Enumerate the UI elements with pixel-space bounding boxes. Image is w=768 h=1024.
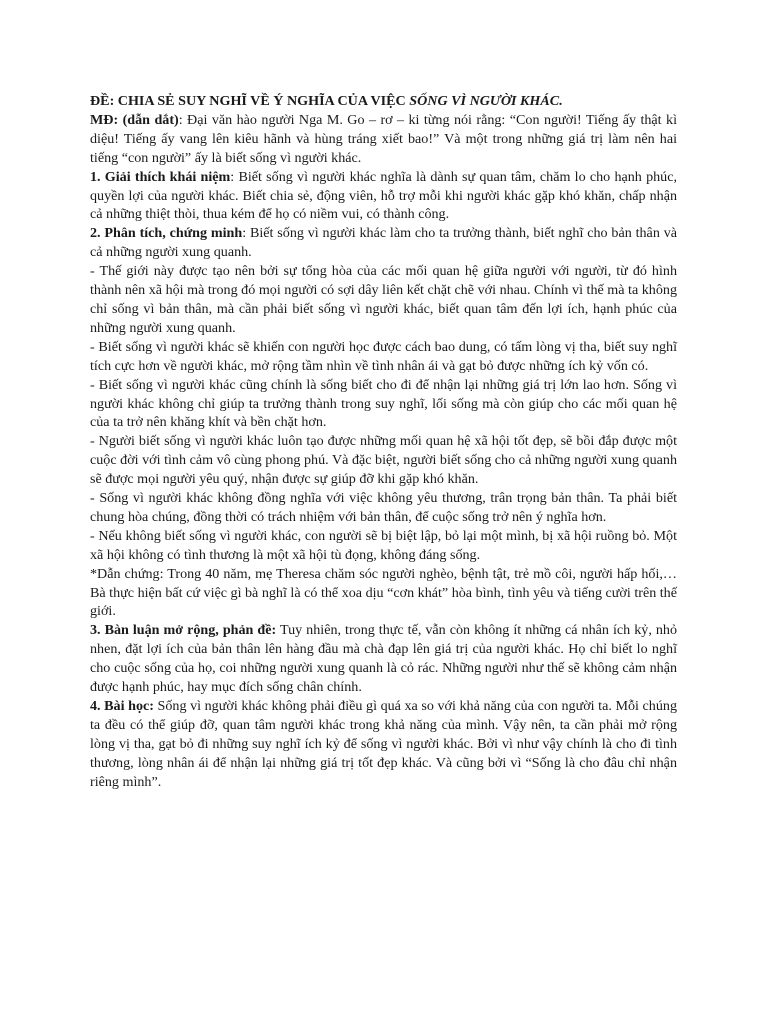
section-1-label: 1. Giải thích khái niệm [90, 168, 231, 185]
section-1-text: : Biết sống vì người khác nghĩa là dành sự quan tâm, chăm lo cho hạnh phúc, quyền lợi của người khác. Biết chia sẻ, động viên, hỗ trợ mỗi khi người khác gặp khó khăn, chấp nhận cả những thiệt thòi, thua kém để họ có niềm vui, có thành công. [90, 168, 677, 223]
section-3-paragraph [90, 621, 677, 697]
section-2-paragraph [90, 224, 677, 262]
section-2-bullet: - Nếu không biết sống vì người khác, con người sẽ bị biệt lập, bỏ lại một mình, bị xã hội ruồng bỏ. Một xã hội không có tình thương là một xã hội tù đọng, không đáng sống. [90, 527, 677, 563]
section-4-paragraph [90, 697, 677, 792]
section-2-label: 2. Phân tích, chứng minh [90, 225, 243, 242]
section-2-bullet: - Sống vì người khác không đồng nghĩa với việc không yêu thương, trân trọng bản thân. Ta phải biết chung hòa chúng, đồng thời có trách nhiệm với bản thân, để cuộc sống trở nên ý nghĩa hơn. [90, 490, 677, 525]
intro-text: : Đại văn hào người Nga M. Go – rơ – ki từng nói rằng: “Con người! Tiếng ấy thật kì diệu! Tiếng ấy vang lên kiêu hãnh và hùng tráng xiết bao!” Và một trong những giá trị làm nên hai tiếng “con người” ấy là biết sống vì người khác. [90, 111, 677, 166]
section-2-evidence: *Dẫn chứng: Trong 40 năm, mẹ Theresa chăm sóc người nghèo, bệnh tật, trẻ mồ côi, người hấp hối,… Bà thực hiện bất cứ việc gì bà nghĩ là có thể xoa dịu “cơn khát” hòa bình, tình yêu và tiếng cười trên thế giới. [90, 565, 677, 620]
section-1-paragraph [90, 168, 677, 225]
section-3-text: Tuy nhiên, trong thực tế, vẫn còn không ít những cá nhân ích kỷ, nhỏ nhen, đặt lợi ích của bản thân lên hàng đầu mà chà đạp lên giá trị của người khác. Họ chỉ biết lo nghĩ cho cuộc sống của họ, coi những người xung quanh là cỏ rác. Những người như thế sẽ không cảm nhận được hạnh phúc, hay mục đích sống chân chính. [90, 622, 677, 696]
essay-title [90, 92, 677, 111]
intro-label: MĐ: (dẫn dắt) [90, 111, 179, 128]
title-prefix: ĐỀ: CHIA SẺ SUY NGHĨ VỀ Ý NGHĨA CỦA VIỆC [90, 93, 410, 109]
section-2-bullet: - Biết sống vì người khác sẽ khiến con người học được cách bao dung, có tấm lòng vị tha, biết suy nghĩ tích cực hơn về người khác, mở rộng tầm nhìn về tình nhân ái và gạt bỏ được những ích kỷ vốn có. [90, 338, 677, 374]
section-2-text: : Biết sống vì người khác làm cho ta trưởng thành, biết nghĩ cho bản thân và cả những người xung quanh. [90, 225, 677, 261]
section-3-label: 3. Bàn luận mở rộng, phản đề: [90, 622, 277, 639]
intro-paragraph [90, 111, 677, 168]
section-2-bullet: - Người biết sống vì người khác luôn tạo được những mối quan hệ xã hội tốt đẹp, sẽ bồi đắp được một cuộc đời với tình cảm vô cùng phong phú. Và đặc biệt, người biết sống cho cả những người xung quanh sẽ được mọi người yêu quý, nhận được sự giúp đỡ khi gặp khó khăn. [90, 433, 677, 488]
title-emphasis: SỐNG VÌ NGƯỜI KHÁC. [409, 93, 563, 109]
section-4-label: 4. Bài học: [90, 698, 154, 714]
document-page [90, 92, 677, 792]
section-4-text: Sống vì người khác không phải điều gì quá xa so với khả năng của con người ta. Mỗi chúng ta đều có thể giúp đỡ, quan tâm người khác trong khả năng của mình. Vậy nên, ta cần phải mở rộng lòng vị tha, gạt bỏ đi những suy nghĩ ích kỷ để sống vì người khác. Bởi vì như vậy chính là cho đi tình thương, lòng nhân ái để nhận lại những giá trị tốt đẹp khác. Và cũng bởi vì “Sống là cho đâu chỉ nhận riêng mình”. [90, 698, 677, 790]
section-2-bullet: - Thế giới này được tạo nên bởi sự tổng hòa của các mối quan hệ giữa người với người, từ đó hình thành nên xã hội mà trong đó mọi người có sợi dây liên kết chặt chẽ với nhau. Chính vì thế mà ta không chỉ sống vì bản thân, mà cần phải biết sống vì người khác, biết quan tâm đến lợi ích, hạnh phúc của những người xung quanh. [90, 263, 677, 336]
section-2-bullet: - Biết sống vì người khác cũng chính là sống biết cho đi để nhận lại những giá trị lớn lao hơn. Sống vì người khác không chỉ giúp ta trưởng thành trong suy nghĩ, lối sống mà còn giúp cho các mối quan hệ của ta trở nên khăng khít và bền chặt hơn. [90, 376, 677, 431]
